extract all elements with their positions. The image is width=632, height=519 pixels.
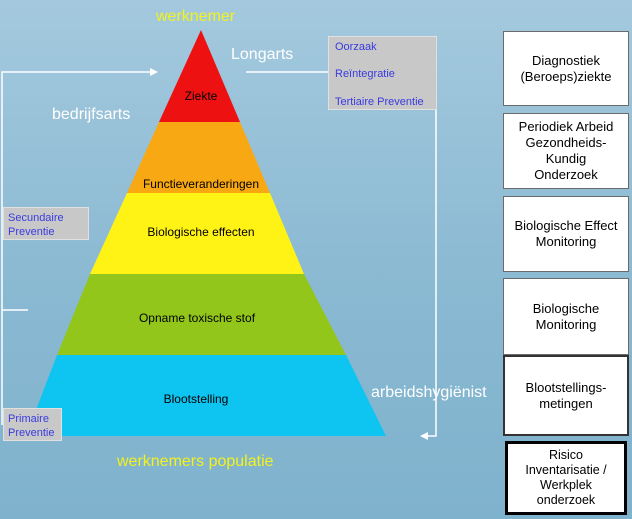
secondary-line1: Secundaire (8, 212, 64, 224)
tertiaire-preventie-label: Tertiaire Preventie (335, 96, 424, 108)
box-biologische-monitoring: Biologische Monitoring (503, 278, 629, 355)
tertiary-prevention-box (328, 36, 437, 110)
primary-line2: Preventie (8, 427, 55, 439)
primary-prevention-box (3, 408, 62, 441)
layer-label-opname-toxische-stof: Opname toxische stof (138, 311, 256, 325)
layer-label-blootstelling: Blootstelling (163, 392, 229, 406)
longarts-label: Longarts (231, 46, 294, 63)
reintegratie-label: Reïntegratie (335, 68, 395, 80)
bedrijfsarts-arrow-head (150, 68, 158, 76)
bedrijfsarts-bracket-line (2, 72, 28, 425)
arbeidshygienist-label: arbeidshygiënist (371, 384, 487, 401)
layer-ziekte (159, 30, 240, 122)
bottom-label: werknemers populatie (117, 453, 274, 470)
primary-line1: Primaire (8, 413, 49, 425)
top-label: werknemer (156, 8, 236, 25)
box-biologische-effect-monitoring: Biologische Effect Monitoring (503, 196, 629, 272)
layer-label-biologische-effecten: Biologische effecten (147, 225, 255, 239)
box-periodiek-onderzoek: Periodiek Arbeid Gezondheids- Kundig Onderzoek (503, 113, 629, 189)
box-blootstellingsmetingen: Blootstellings- metingen (503, 355, 629, 436)
oorzaak-label: Oorzaak (335, 41, 377, 53)
bedrijfsarts-label: bedrijfsarts (52, 106, 131, 123)
box-diagnostiek: Diagnostiek (Beroeps)ziekte (503, 31, 629, 106)
layer-label-functieveranderingen: Functieveranderingen (142, 177, 260, 191)
secondary-line2: Preventie (8, 226, 55, 238)
box-risico-inventarisatie: Risico Inventarisatie / Werkplek onderzoek (505, 441, 627, 515)
secondary-prevention-box (3, 207, 89, 240)
layer-label-ziekte: Ziekte (184, 89, 218, 103)
arbeidshygienist-arrow-head (420, 432, 428, 440)
